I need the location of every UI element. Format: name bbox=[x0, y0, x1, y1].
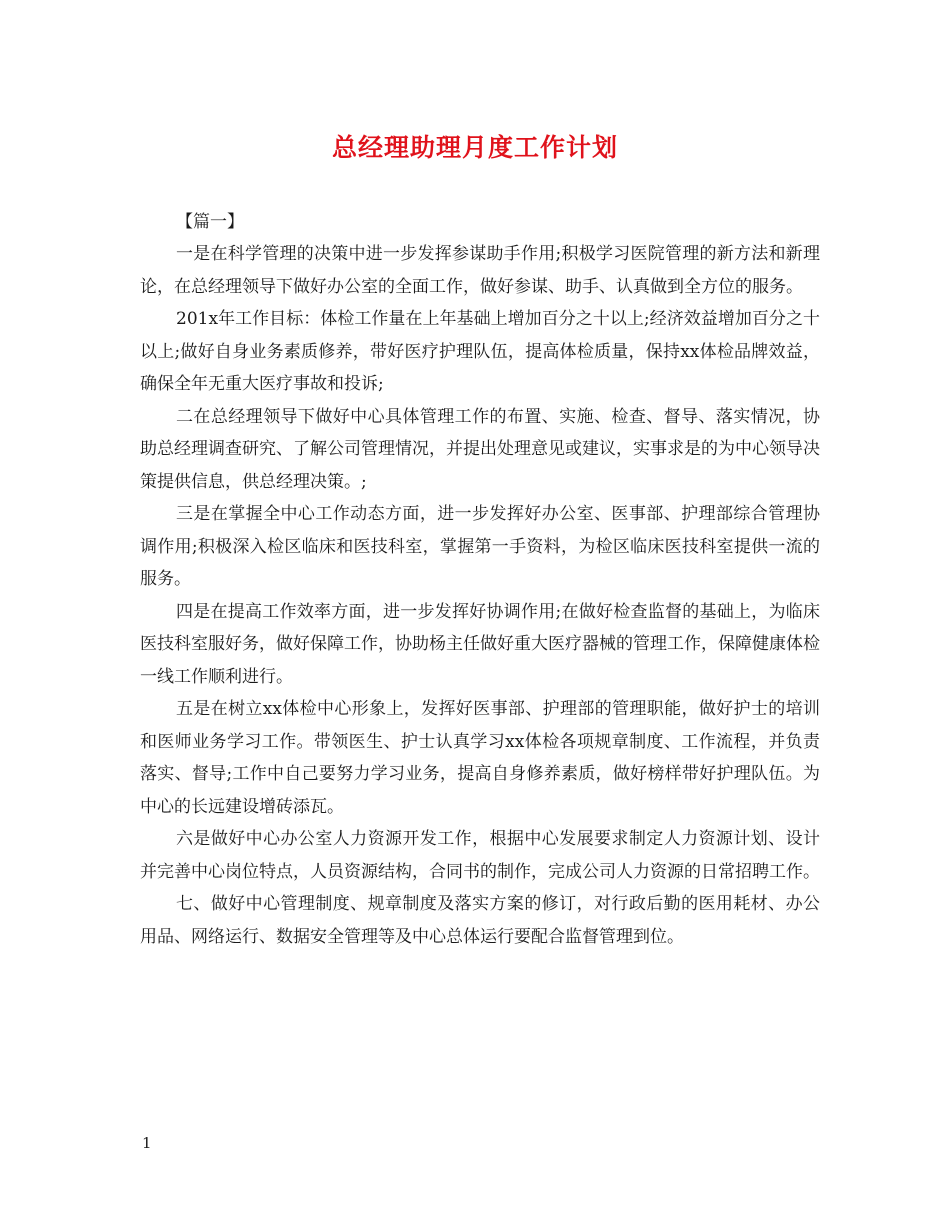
paragraph-2: 201x年工作目标：体检工作量在上年基础上增加百分之十以上;经济效益增加百分之十以上;做好自身业务素质修养，带好医疗护理队伍，提高体检质量，保持xx体检品牌效益，确保全年无重大医疗事故和投诉; bbox=[140, 309, 820, 394]
paragraph-3: 二在总经理领导下做好中心具体管理工作的布置、实施、检查、督导、落实情况，协助总经理调查研究、了解公司管理情况，并提出处理意见或建议，实事求是的为中心领导决策提供信息，供总经理决策。; bbox=[140, 406, 820, 492]
paragraph-1: 一是在科学管理的决策中进一步发挥参谋助手作用;积极学习医院管理的新方法和新理论，在总经理领导下做好办公室的全面工作，做好参谋、助手、认真做到全方位的服务。 bbox=[140, 244, 820, 297]
document-title: 总经理助理月度工作计划 bbox=[331, 133, 618, 162]
paragraph-5: 四是在提高工作效率方面，进一步发挥好协调作用;在做好检查监督的基础上，为临床医技科室服好务，做好保障工作，协助杨主任做好重大医疗器械的管理工作，保障健康体检一线工作顺利进行。 bbox=[140, 601, 820, 687]
paragraph-7: 六是做好中心办公室人力资源开发工作，根据中心发展要求制定人力资源计划、设计并完善中心岗位特点，人员资源结构，合同书的制作，完成公司人力资源的日常招聘工作。 bbox=[140, 829, 820, 882]
page-number: 1 bbox=[142, 1134, 152, 1152]
section-label: 【篇一】 bbox=[176, 212, 244, 232]
paragraph-6: 五是在树立xx体检中心形象上，发挥好医事部、护理部的管理职能，做好护士的培训和医师业务学习工作。带领医生、护士认真学习xx体检各项规章制度、工作流程，并负责落实、督导;工作中自己要努力学习业务，提高自身修养素质，做好榜样带好护理队伍。为中心的长远建设增砖添瓦。 bbox=[140, 699, 820, 817]
paragraph-4: 三是在掌握全中心工作动态方面，进一步发挥好办公室、医事部、护理部综合管理协调作用;积极深入检区临床和医技科室，掌握第一手资料，为检区临床医技科室提供一流的服务。 bbox=[140, 504, 820, 589]
document-body bbox=[140, 206, 820, 953]
paragraph-8: 七、做好中心管理制度、规章制度及落实方案的修订，对行政后勤的医用耗材、办公用品、网络运行、数据安全管理等及中心总体运行要配合监督管理到位。 bbox=[140, 894, 820, 947]
